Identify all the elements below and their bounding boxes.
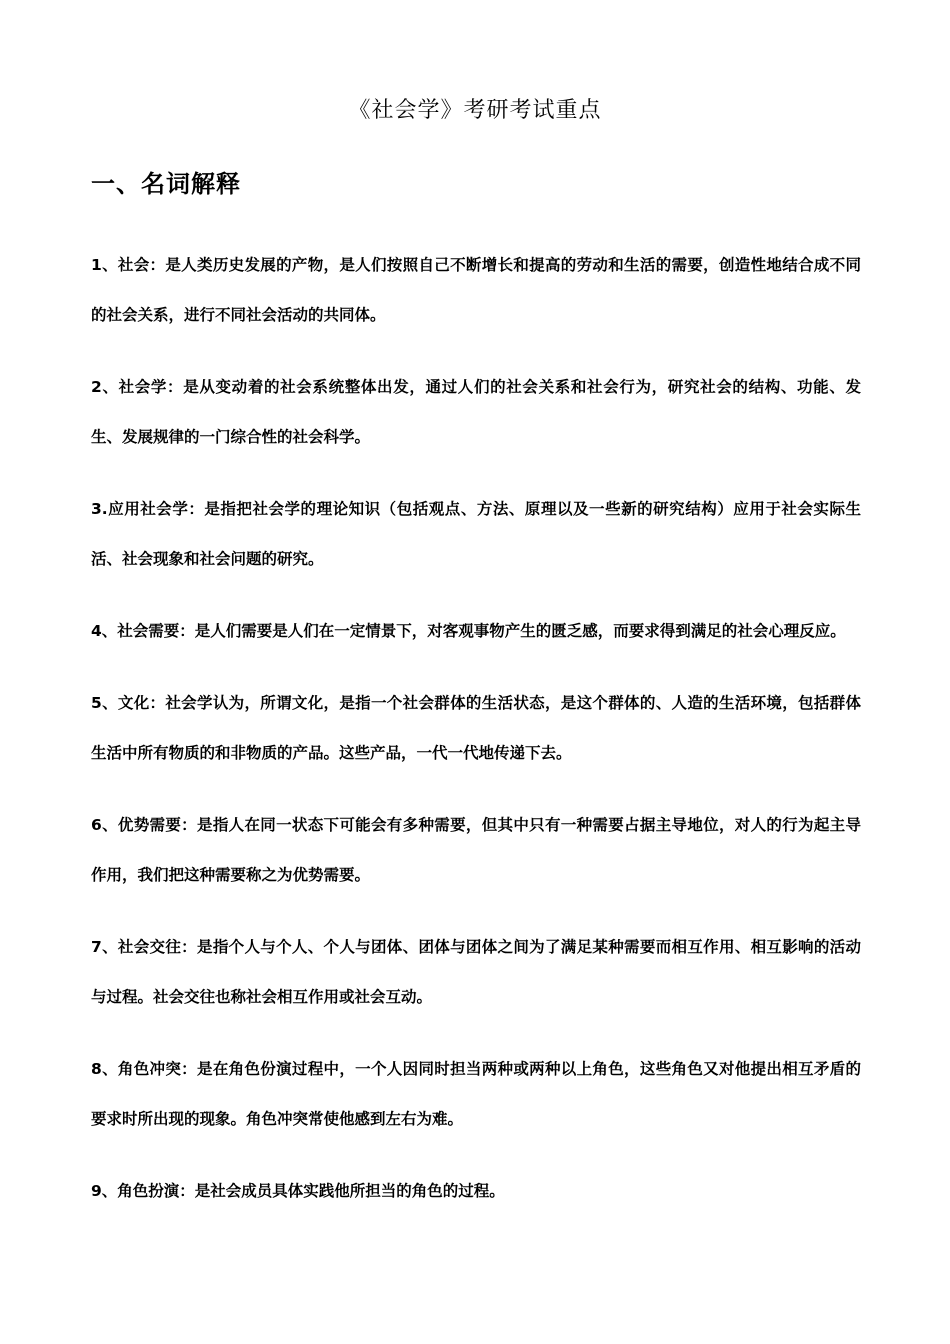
definition-item: 5、文化：社会学认为，所谓文化，是指一个社会群体的生活状态，是这个群体的、人造的生活环境，包括群体生活中所有物质的和非物质的产品。这些产品，一代一代地传递下去。 bbox=[91, 694, 861, 762]
document-title: 《社会学》考研考试重点 bbox=[348, 98, 602, 123]
section-heading: 一、名词解释 bbox=[91, 170, 241, 198]
definition-item: 9、角色扮演：是社会成员具体实践他所担当的角色的过程。 bbox=[91, 1182, 505, 1200]
definition-item: 4、社会需要：是人们需要是人们在一定情景下，对客观事物产生的匮乏感，而要求得到满足的社会心理反应。 bbox=[91, 622, 846, 640]
definition-item: 8、角色冲突：是在角色份演过程中，一个人因同时担当两种或两种以上角色，这些角色又对他提出相互矛盾的要求时所出现的现象。角色冲突常使他感到左右为难。 bbox=[91, 1060, 861, 1128]
definition-list bbox=[91, 240, 861, 1238]
definition-item: 1、社会：是人类历史发展的产物，是人们按照自己不断增长和提高的劳动和生活的需要，创造性地结合成不同的社会关系，进行不同社会活动的共同体。 bbox=[91, 256, 861, 324]
definition-item: 6、优势需要：是指人在同一状态下可能会有多种需要，但其中只有一种需要占据主导地位，对人的行为起主导作用，我们把这种需要称之为优势需要。 bbox=[91, 816, 861, 884]
definition-item: 7、社会交往：是指个人与个人、个人与团体、团体与团体之间为了满足某种需要而相互作用、相互影响的活动与过程。社会交往也称社会相互作用或社会互动。 bbox=[91, 938, 861, 1006]
definition-item: 2、社会学：是从变动着的社会系统整体出发，通过人们的社会关系和社会行为，研究社会的结构、功能、发生、发展规律的一门综合性的社会科学。 bbox=[91, 378, 861, 446]
definition-item: 3.应用社会学：是指把社会学的理论知识（包括观点、方法、原理以及一些新的研究结构）应用于社会实际生活、社会现象和社会问题的研究。 bbox=[91, 500, 861, 568]
